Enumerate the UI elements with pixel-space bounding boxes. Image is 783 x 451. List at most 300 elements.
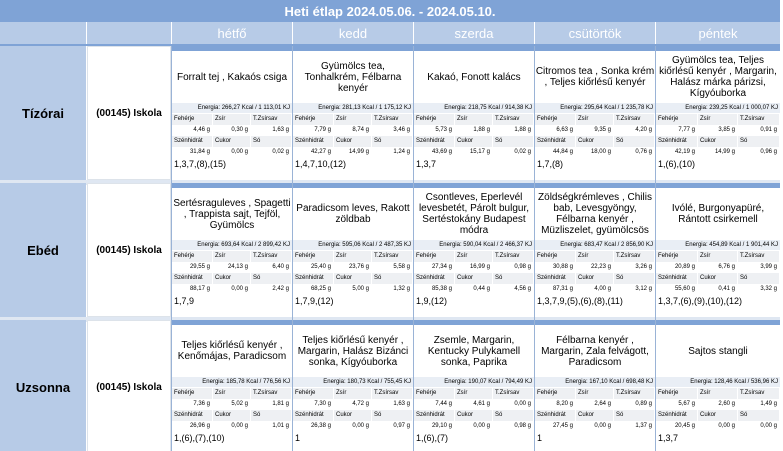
nutrient-label: T.Zsírsav — [493, 114, 533, 125]
nutrient-label: Cukor — [213, 273, 250, 284]
nutrient-value: 3,12 g — [635, 286, 652, 292]
nutrient-value-row — [535, 421, 655, 432]
nutrient-table — [656, 114, 780, 158]
nutrient-label-row — [535, 251, 655, 262]
nutrient-value: 6,40 g — [272, 264, 289, 270]
nutrient-value: 7,77 g — [678, 127, 695, 133]
nutrient-label: T.Zsírsav — [614, 114, 654, 125]
nutrient-label: Cukor — [213, 136, 250, 147]
nutrient-value-row — [172, 421, 292, 432]
cell-stripe — [293, 183, 413, 188]
nutrient-value: 1,37 g — [635, 423, 652, 429]
nutrient-value: 7,44 g — [435, 401, 452, 407]
cell-stripe — [656, 46, 780, 51]
nutrient-label-row — [535, 273, 655, 284]
cell-stripe — [535, 46, 655, 51]
column-divider — [171, 46, 172, 451]
menu-items: Gyümölcs tea, Tonhalkrém, Félbarna kenyér — [304, 60, 402, 94]
nutrient-value: 4,72 g — [352, 401, 369, 407]
meal-day-cell — [172, 320, 292, 451]
menu-items: Gyümölcs tea, Teljes kiőrlésű kenyér , Margarin, Halász márka párizsi, Kígyóuborka — [659, 55, 777, 99]
nutrient-value: 7,30 g — [314, 401, 331, 407]
menu-items: Csontleves, Eperlevél levesbetét, Párolt bulgur, Sertéstokány Budapest módra — [418, 192, 530, 236]
menu-items: Paradicsom leves, Rakott zöldbab — [296, 203, 410, 225]
allergen-codes: 1,3,7 — [658, 433, 679, 443]
nutrient-value: 0,91 g — [760, 127, 777, 133]
nutrient-label: Szénhidrát — [535, 273, 575, 284]
nutrient-value-row — [656, 284, 780, 295]
school-name: (00145) Iskola — [87, 46, 171, 180]
cell-stripe — [656, 183, 780, 188]
nutrient-label-row — [172, 388, 292, 399]
nutrient-label-row — [172, 410, 292, 421]
nutrient-table — [535, 114, 655, 158]
nutrient-label: Szénhidrát — [172, 136, 212, 147]
cell-stripe — [172, 46, 292, 51]
nutrient-value: 0,44 g — [473, 286, 490, 292]
nutrient-label: T.Zsírsav — [738, 114, 779, 125]
nutrient-label: Fehérje — [535, 251, 575, 262]
nutrient-value-row — [656, 125, 780, 136]
nutrient-value: 4,61 g — [473, 401, 490, 407]
nutrient-value-row — [656, 421, 780, 432]
menu-items: Teljes kiőrlésű kenyér , Margarin, Halász Bizánci sonka, Kígyóuborka — [297, 334, 409, 368]
nutrient-label-row — [656, 388, 780, 399]
cell-stripe — [414, 320, 534, 325]
school-name: (00145) Iskola — [87, 183, 171, 317]
menu-items: Citromos tea , Sonka krém , Teljes kiőrlésű kenyér — [535, 66, 655, 88]
nutrient-table — [293, 251, 413, 295]
allergen-codes: 1,(6),(7) — [416, 433, 449, 443]
nutrient-label-row — [656, 136, 780, 147]
header-day-tuesday: kedd — [293, 22, 413, 44]
energy-value: Energia: 595,06 Kcal / 2 487,35 KJ — [293, 240, 413, 250]
nutrient-label: Fehérje — [172, 114, 212, 125]
nutrient-value: 8,20 g — [556, 401, 573, 407]
meal-day-cell — [656, 46, 780, 180]
allergen-codes: 1,7,9 — [174, 296, 195, 306]
cell-stripe — [535, 183, 655, 188]
nutrient-value: 1,81 g — [272, 401, 289, 407]
meal-day-cell — [535, 320, 655, 451]
nutrient-value: 0,98 g — [514, 423, 531, 429]
nutrient-value-row — [414, 399, 534, 410]
nutrient-label: Fehérje — [535, 114, 575, 125]
energy-value: Energia: 167,10 Kcal / 698,48 KJ — [535, 377, 655, 387]
nutrient-value: 55,60 g — [674, 286, 695, 292]
energy-value: Energia: 239,25 Kcal / 1 000,07 KJ — [656, 103, 780, 113]
energy-value: Energia: 185,78 Kcal / 776,56 KJ — [172, 377, 292, 387]
meal-day-cell — [656, 320, 780, 451]
allergen-codes: 1,3,7,(6),(9),(10),(12) — [658, 296, 743, 306]
nutrient-label: T.Zsírsav — [493, 251, 533, 262]
nutrient-label: Fehérje — [172, 388, 212, 399]
cell-stripe — [293, 46, 413, 51]
nutrient-label-row — [656, 410, 780, 421]
nutrient-label: Cukor — [455, 136, 492, 147]
nutrient-label-row — [172, 251, 292, 262]
nutrient-value-row — [414, 284, 534, 295]
meal-day-cell — [535, 46, 655, 180]
nutrient-label: Szénhidrát — [414, 136, 454, 147]
nutrient-label-row — [414, 388, 534, 399]
nutrient-value-row — [656, 262, 780, 273]
nutrient-label-row — [293, 114, 413, 125]
nutrient-value: 24,13 g — [227, 264, 248, 270]
allergen-codes: 1,(6),(10) — [658, 159, 696, 169]
nutrient-label-row — [172, 273, 292, 284]
nutrient-value-row — [535, 399, 655, 410]
nutrient-label-row — [414, 136, 534, 147]
energy-value: Energia: 190,07 Kcal / 794,49 KJ — [414, 377, 534, 387]
nutrient-table — [656, 251, 780, 295]
nutrient-label: T.Zsírsav — [372, 388, 412, 399]
nutrient-label: Szénhidrát — [172, 410, 212, 421]
nutrient-value: 26,96 g — [189, 423, 210, 429]
nutrient-label: Fehérje — [293, 251, 333, 262]
cell-stripe — [172, 183, 292, 188]
nutrient-value: 2,60 g — [718, 401, 735, 407]
nutrient-value: 85,38 g — [431, 286, 452, 292]
nutrient-label: Fehérje — [172, 251, 212, 262]
nutrient-label-row — [414, 273, 534, 284]
nutrient-label: T.Zsírsav — [738, 388, 779, 399]
nutrient-label: Só — [738, 410, 779, 421]
nutrient-value: 44,84 g — [552, 149, 573, 155]
nutrient-table — [414, 388, 534, 432]
nutrient-value-row — [535, 262, 655, 273]
allergen-codes: 1,7,9,(12) — [295, 296, 334, 306]
nutrient-value: 6,63 g — [556, 127, 573, 133]
nutrient-label-row — [293, 410, 413, 421]
nutrient-value-row — [172, 399, 292, 410]
nutrient-value: 31,84 g — [189, 149, 210, 155]
nutrient-label: Zsír — [334, 388, 371, 399]
nutrient-value: 4,56 g — [514, 286, 531, 292]
nutrient-label-row — [293, 273, 413, 284]
cell-stripe — [414, 183, 534, 188]
nutrient-value: 1,88 g — [473, 127, 490, 133]
nutrient-label: Cukor — [334, 410, 371, 421]
nutrient-value: 0,89 g — [635, 401, 652, 407]
meal-day-cell — [172, 183, 292, 317]
nutrient-label-row — [535, 114, 655, 125]
nutrient-label: Szénhidrát — [172, 273, 212, 284]
nutrient-value: 1,32 g — [393, 286, 410, 292]
nutrient-label: Szénhidrát — [414, 273, 454, 284]
nutrient-value: 4,46 g — [193, 127, 210, 133]
nutrient-label: Só — [251, 410, 291, 421]
nutrient-value: 0,41 g — [718, 286, 735, 292]
nutrient-table — [172, 114, 292, 158]
nutrient-label: Fehérje — [414, 114, 454, 125]
nutrient-label: Cukor — [698, 410, 737, 421]
nutrient-label: T.Zsírsav — [372, 114, 412, 125]
nutrient-label: Szénhidrát — [293, 136, 333, 147]
nutrient-value-row — [414, 125, 534, 136]
nutrient-label: Fehérje — [656, 251, 697, 262]
nutrient-label-row — [414, 410, 534, 421]
nutrient-value: 5,00 g — [352, 286, 369, 292]
nutrient-label: Cukor — [698, 136, 737, 147]
nutrient-label-row — [535, 410, 655, 421]
meal-label: Uzsonna — [0, 320, 86, 451]
nutrient-value: 3,85 g — [718, 127, 735, 133]
menu-items: Zöldségkrémleves , Chilis bab, Levesgyöngy, Félbarna kenyér , Müzliszelet, gyümölcsös — [538, 192, 652, 236]
nutrient-value: 15,17 g — [469, 149, 490, 155]
nutrient-value-row — [535, 147, 655, 158]
nutrient-value-row — [172, 125, 292, 136]
nutrient-value: 1,88 g — [514, 127, 531, 133]
nutrient-value: 0,02 g — [514, 149, 531, 155]
nutrient-value: 26,38 g — [310, 423, 331, 429]
allergen-codes: 1 — [295, 433, 301, 443]
nutrient-label: Fehérje — [293, 388, 333, 399]
day-header-row — [0, 22, 780, 44]
meal-day-cell — [172, 46, 292, 180]
energy-value: Energia: 281,13 Kcal / 1 175,12 KJ — [293, 103, 413, 113]
nutrient-label-row — [172, 136, 292, 147]
nutrient-value: 7,79 g — [314, 127, 331, 133]
nutrient-label: Só — [738, 273, 779, 284]
menu-items: Sertésraguleves , Spagetti , Trappista sajt, Tejföl, Gyümölcs — [173, 197, 291, 231]
nutrient-label: Zsír — [576, 388, 613, 399]
nutrient-value-row — [656, 147, 780, 158]
nutrient-value: 0,00 g — [760, 423, 777, 429]
nutrient-label: T.Zsírsav — [738, 251, 779, 262]
nutrient-value: 4,20 g — [635, 127, 652, 133]
nutrient-label: Cukor — [334, 273, 371, 284]
allergen-codes: 1,4,7,10,(12) — [295, 159, 347, 169]
nutrient-value-row — [293, 125, 413, 136]
cell-stripe — [656, 320, 780, 325]
nutrient-label-row — [656, 273, 780, 284]
nutrient-label-row — [172, 114, 292, 125]
nutrient-table — [414, 251, 534, 295]
nutrient-label: Só — [493, 273, 533, 284]
nutrient-label: Zsír — [576, 114, 613, 125]
nutrient-label: T.Zsírsav — [614, 388, 654, 399]
nutrient-value: 25,40 g — [310, 264, 331, 270]
nutrient-label: Só — [372, 136, 412, 147]
nutrient-label: Szénhidrát — [656, 273, 697, 284]
nutrient-label: Zsír — [698, 251, 737, 262]
allergen-codes: 1,(6),(7),(10) — [174, 433, 225, 443]
nutrient-label: T.Zsírsav — [251, 114, 291, 125]
energy-value: Energia: 266,27 Kcal / 1 113,01 KJ — [172, 103, 292, 113]
nutrient-label: T.Zsírsav — [372, 251, 412, 262]
nutrient-value: 0,00 g — [231, 423, 248, 429]
nutrient-value-row — [414, 147, 534, 158]
nutrient-label: Só — [493, 410, 533, 421]
nutrient-label: Fehérje — [414, 388, 454, 399]
nutrient-value-row — [414, 262, 534, 273]
nutrient-label: Zsír — [455, 388, 492, 399]
column-divider — [534, 46, 535, 451]
nutrient-value: 42,27 g — [310, 149, 331, 155]
nutrient-label: Cukor — [334, 136, 371, 147]
nutrient-value-row — [293, 262, 413, 273]
nutrient-value: 3,46 g — [393, 127, 410, 133]
menu-items: Kakaó, Fonott kalács — [427, 71, 521, 83]
menu-items: Sajtos stangli — [688, 345, 748, 357]
nutrient-value: 1,63 g — [393, 401, 410, 407]
nutrient-label-row — [293, 136, 413, 147]
nutrient-value: 3,99 g — [760, 264, 777, 270]
nutrient-label: Zsír — [334, 251, 371, 262]
nutrient-value: 14,99 g — [348, 149, 369, 155]
nutrient-table — [535, 388, 655, 432]
header-day-wednesday: szerda — [414, 22, 534, 44]
nutrient-label: Cukor — [576, 136, 613, 147]
nutrient-value: 42,19 g — [674, 149, 695, 155]
meal-day-cell — [414, 183, 534, 317]
nutrient-value: 68,25 g — [310, 286, 331, 292]
nutrient-value: 1,01 g — [272, 423, 289, 429]
nutrient-value: 0,00 g — [473, 423, 490, 429]
cell-stripe — [535, 320, 655, 325]
nutrient-value: 0,00 g — [594, 423, 611, 429]
meal-label: Tízórai — [0, 46, 86, 180]
menu-items: Félbarna kenyér , Margarin, Zala felvágott, Paradicsom — [541, 334, 649, 368]
nutrient-value: 0,02 g — [272, 149, 289, 155]
allergen-codes: 1,9,(12) — [416, 296, 448, 306]
nutrient-table — [293, 388, 413, 432]
nutrient-label: Zsír — [455, 251, 492, 262]
nutrient-value: 2,42 g — [272, 286, 289, 292]
nutrient-value-row — [172, 147, 292, 158]
nutrient-table — [656, 388, 780, 432]
nutrient-value: 5,67 g — [678, 401, 695, 407]
nutrient-label: Fehérje — [656, 114, 697, 125]
meal-day-cell — [414, 320, 534, 451]
nutrient-label: Só — [251, 136, 291, 147]
header-day-monday: hétfő — [172, 22, 292, 44]
nutrient-value: 4,00 g — [594, 286, 611, 292]
nutrient-value: 3,32 g — [760, 286, 777, 292]
nutrient-label: Zsír — [576, 251, 613, 262]
nutrient-value: 0,00 g — [718, 423, 735, 429]
cell-stripe — [293, 320, 413, 325]
energy-value: Energia: 218,75 Kcal / 914,38 KJ — [414, 103, 534, 113]
nutrient-value: 0,30 g — [231, 127, 248, 133]
nutrient-label: T.Zsírsav — [493, 388, 533, 399]
column-divider — [655, 46, 656, 451]
nutrient-value: 87,31 g — [552, 286, 573, 292]
school-name: (00145) Iskola — [87, 320, 171, 451]
nutrient-value: 1,24 g — [393, 149, 410, 155]
nutrient-label-row — [414, 251, 534, 262]
nutrient-label: Fehérje — [293, 114, 333, 125]
nutrient-label: Szénhidrát — [535, 136, 575, 147]
allergen-codes: 1,7,(8) — [537, 159, 564, 169]
nutrient-label-row — [656, 251, 780, 262]
nutrient-value: 0,96 g — [760, 149, 777, 155]
meal-label: Ebéd — [0, 183, 86, 317]
nutrient-label: Só — [614, 273, 654, 284]
nutrient-label-row — [656, 114, 780, 125]
nutrient-value: 0,00 g — [231, 149, 248, 155]
column-divider — [413, 46, 414, 451]
nutrient-value: 88,17 g — [189, 286, 210, 292]
nutrient-label: T.Zsírsav — [614, 251, 654, 262]
nutrient-label: Zsír — [213, 114, 250, 125]
nutrient-value: 20,45 g — [674, 423, 695, 429]
nutrient-table — [535, 251, 655, 295]
allergen-codes: 1 — [537, 433, 543, 443]
nutrient-label: Fehérje — [656, 388, 697, 399]
nutrient-value-row — [293, 421, 413, 432]
menu-items: Ivólé, Burgonyapüré, Rántott csirkemell — [671, 203, 765, 225]
nutrient-label: Só — [493, 136, 533, 147]
energy-value: Energia: 454,89 Kcal / 1 901,44 KJ — [656, 240, 780, 250]
nutrient-label: Cukor — [455, 410, 492, 421]
nutrient-label: Zsír — [213, 388, 250, 399]
nutrient-label: Só — [614, 410, 654, 421]
column-divider — [292, 46, 293, 451]
nutrient-value-row — [535, 125, 655, 136]
nutrient-label: Zsír — [698, 388, 737, 399]
header-corner — [0, 22, 86, 44]
meal-day-cell — [535, 183, 655, 317]
nutrient-value-row — [172, 284, 292, 295]
nutrient-value: 8,74 g — [352, 127, 369, 133]
nutrient-label: Zsír — [334, 114, 371, 125]
nutrient-value: 16,99 g — [469, 264, 490, 270]
nutrient-label: Zsír — [698, 114, 737, 125]
nutrient-value: 0,98 g — [514, 264, 531, 270]
nutrient-value: 1,49 g — [760, 401, 777, 407]
energy-value: Energia: 590,04 Kcal / 2 466,37 KJ — [414, 240, 534, 250]
nutrient-value: 22,23 g — [590, 264, 611, 270]
nutrient-label-row — [535, 136, 655, 147]
meal-day-cell — [414, 46, 534, 180]
nutrient-table — [172, 251, 292, 295]
allergen-codes: 1,3,7 — [416, 159, 437, 169]
allergen-codes: 1,3,7,9,(5),(6),(8),(11) — [537, 296, 623, 306]
nutrient-label: Cukor — [455, 273, 492, 284]
nutrient-label-row — [414, 114, 534, 125]
nutrient-table — [293, 114, 413, 158]
energy-value: Energia: 180,73 Kcal / 755,45 KJ — [293, 377, 413, 387]
meal-day-cell — [293, 320, 413, 451]
nutrient-label: Szénhidrát — [293, 273, 333, 284]
nutrient-value: 29,55 g — [189, 264, 210, 270]
nutrient-table — [172, 388, 292, 432]
nutrient-value: 5,02 g — [231, 401, 248, 407]
nutrient-label: Só — [738, 136, 779, 147]
nutrient-value: 20,89 g — [674, 264, 695, 270]
header-school — [87, 22, 171, 44]
nutrient-label: Szénhidrát — [414, 410, 454, 421]
nutrient-label: Zsír — [213, 251, 250, 262]
nutrient-label: Só — [372, 410, 412, 421]
energy-value: Energia: 295,64 Kcal / 1 235,78 KJ — [535, 103, 655, 113]
nutrient-label: T.Zsírsav — [251, 388, 291, 399]
nutrient-value-row — [414, 421, 534, 432]
energy-value: Energia: 683,47 Kcal / 2 856,90 KJ — [535, 240, 655, 250]
header-day-friday: péntek — [656, 22, 780, 44]
nutrient-value: 9,35 g — [594, 127, 611, 133]
nutrient-table — [414, 114, 534, 158]
nutrient-label: T.Zsírsav — [251, 251, 291, 262]
menu-items: Teljes kiőrlésű kenyér , Kenőmájas, Paradicsom — [177, 340, 287, 362]
nutrient-value: 7,36 g — [193, 401, 210, 407]
nutrient-value-row — [293, 284, 413, 295]
nutrient-value: 0,00 g — [514, 401, 531, 407]
nutrient-value-row — [172, 262, 292, 273]
nutrient-value: 43,69 g — [431, 149, 452, 155]
